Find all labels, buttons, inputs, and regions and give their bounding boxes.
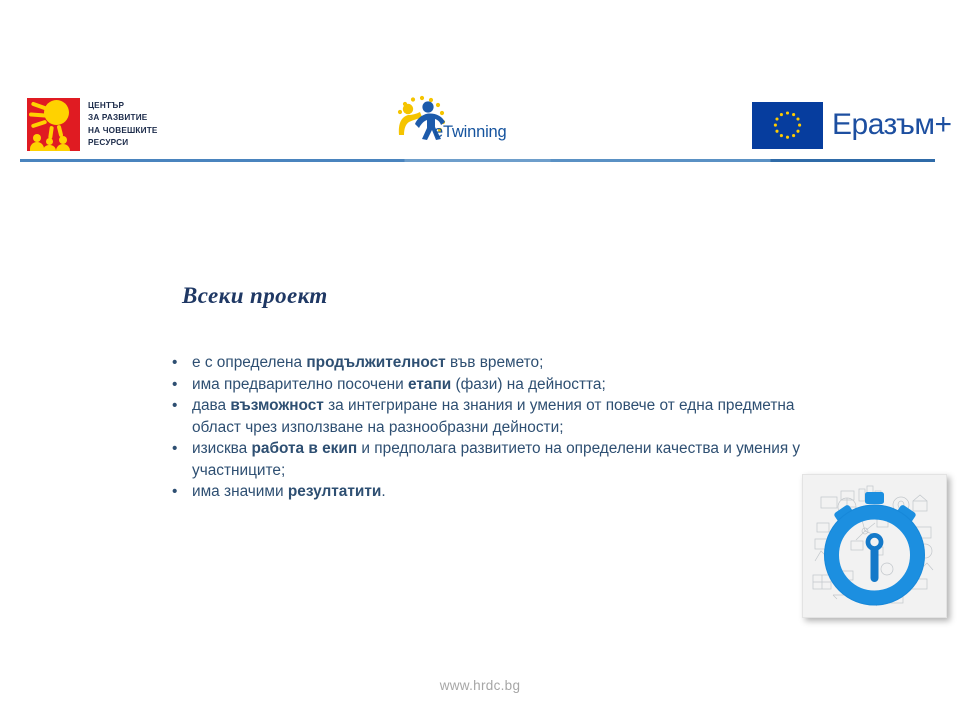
hrdc-sun-mark-icon <box>27 98 80 151</box>
footer-url[interactable]: www.hrdc.bg <box>439 678 521 693</box>
erasmus-plus-logo <box>752 99 952 151</box>
bullet-duration <box>168 352 808 374</box>
bullet-teamwork <box>168 438 808 481</box>
stopwatch-illustration <box>802 474 947 618</box>
bullet-text: има предварително посочени <box>192 375 409 393</box>
bullet-opportunity <box>168 395 808 438</box>
bullet-text: . <box>381 483 386 500</box>
bullet-text: има значими <box>192 483 288 500</box>
bullet-text: за интегриране на знания и умения от повече от една предметна област чрез използване на разнообразни дейности; <box>192 397 795 436</box>
eu-flag-icon <box>752 102 823 149</box>
erasmus-wordmark: Еразъм+ <box>832 108 952 141</box>
bullet-text: и предполага развитието на определени качества и умения у участниците; <box>192 440 801 479</box>
hrdc-line-1: ЦЕНТЪР <box>88 100 125 110</box>
hrdc-logo <box>27 98 158 151</box>
bullet-marker-icon: • <box>172 354 178 371</box>
bullet-marker-icon: • <box>172 397 178 414</box>
bullet-stages <box>168 374 808 396</box>
bullet-marker-icon: • <box>172 375 178 393</box>
bullet-emphasis: продължителност <box>306 354 446 371</box>
bullet-text: дава <box>192 397 231 414</box>
header-divider <box>20 159 935 162</box>
etwinning-wordmark: eTwinning <box>434 123 507 141</box>
bullet-text: във времето; <box>445 354 544 371</box>
bullet-text: е с определена <box>192 354 307 371</box>
bullet-marker-icon: • <box>172 483 178 500</box>
logo-row <box>0 95 960 157</box>
bullet-emphasis: възможност <box>230 397 324 414</box>
header-logo-bar <box>0 0 960 168</box>
etwinning-logo <box>388 95 513 153</box>
bullet-marker-icon: • <box>172 440 178 457</box>
bullet-text: (фази) на дейността; <box>451 375 606 393</box>
hrdc-line-4: РЕСУРСИ <box>88 137 129 147</box>
hrdc-line-2: ЗА РАЗВИТИЕ <box>88 113 148 123</box>
hrdc-line-3: НА ЧОВЕШКИТЕ <box>88 125 158 135</box>
bullet-results <box>168 481 808 503</box>
page-title: Всеки проект <box>182 283 328 308</box>
stopwatch-icon <box>803 475 946 617</box>
bullet-emphasis: етапи <box>408 375 452 393</box>
bullet-emphasis: резултатити <box>287 483 382 500</box>
bullet-emphasis: работа в екип <box>251 440 358 457</box>
bullet-list <box>168 352 808 503</box>
bullet-text: изисква <box>192 440 252 457</box>
hrdc-logo-text <box>80 98 158 151</box>
